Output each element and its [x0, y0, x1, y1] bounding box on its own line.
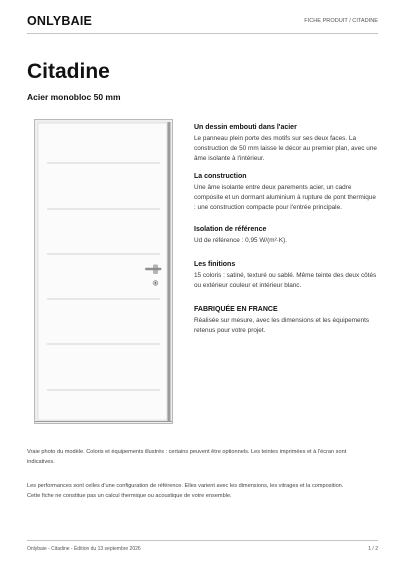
door-photo-container — [34, 119, 173, 424]
section-text — [194, 271, 378, 291]
note-line: Vraie photo du modèle. Coloris et équipements illustrés : certains peuvent être optionnels. Les teintes imprimées et à l'écran sont — [27, 449, 347, 455]
door-photo — [34, 119, 173, 424]
section-text — [194, 183, 378, 213]
section-design — [194, 124, 378, 164]
section-heading: Isolation de référence — [194, 226, 267, 233]
section-text-line: 15 coloris : satiné, texturé ou sablé. Même teinte des deux côtés — [194, 272, 377, 279]
door-jamb — [168, 122, 171, 421]
section-heading: FABRIQUÉE EN FRANCE — [194, 306, 278, 313]
section-heading: Un dessin embouti dans l'acier — [194, 124, 297, 131]
section-heading: La construction — [194, 173, 247, 180]
section-text-line: Le panneau plein porte des motifs sur ses deux faces. La — [194, 135, 356, 142]
product-subtitle: Acier monobloc 50 mm — [27, 92, 121, 102]
section-text-line: : une construction compacte pour l'entrée principale. — [194, 204, 342, 211]
section-text-line: retenus pour votre projet. — [194, 327, 266, 334]
section-text-line: Une âme isolante entre deux parements acier, un cadre — [194, 184, 352, 191]
section-text-line: composite et un dormant aluminium à rupture de pont thermique — [194, 194, 376, 201]
section-text-line: construction de 50 mm laisse le décor au premier plan, avec une — [194, 145, 377, 152]
section-made-in-france — [194, 306, 378, 336]
section-text — [194, 316, 378, 336]
section-insulation — [194, 226, 378, 246]
footer-divider — [27, 540, 378, 541]
footer-edition: Onlybaie - Citadine - Édition du 13 septembre 2026 — [27, 546, 141, 552]
section-text — [194, 134, 378, 164]
note-line: indicatives. — [27, 458, 55, 465]
photo-disclaimer-note — [27, 448, 378, 468]
document-type-label: FICHE PRODUIT / CITADINE — [304, 18, 378, 24]
page-number: 1 / 2 — [368, 546, 378, 552]
section-heading: Les finitions — [194, 261, 236, 268]
product-title: Citadine — [27, 60, 110, 83]
header-divider — [27, 33, 378, 34]
note-line: Les performances sont celles d'une configuration de référence. Elles varient avec les dimensions, les vitrages et la composition. — [27, 483, 344, 489]
section-finishes — [194, 261, 378, 291]
section-text-line: Ud de référence : 0,95 W/(m²·K). — [194, 237, 288, 244]
door-leaf — [38, 123, 167, 420]
section-text-line: Réalisée sur mesure, avec les dimensions et les équipements — [194, 317, 370, 324]
brand-name: ONLYBAIE — [27, 14, 93, 28]
note-line: Cette fiche ne constitue pas un calcul thermique ou acoustique de votre ensemble. — [27, 492, 232, 499]
section-text-line: ou extérieur couleur et intérieur blanc. — [194, 282, 302, 289]
lock-cylinder — [153, 281, 158, 286]
section-text — [194, 236, 378, 246]
performance-disclaimer-note — [27, 482, 378, 502]
section-construction — [194, 173, 378, 213]
section-text-line: âme isolante à l'intérieur. — [194, 155, 265, 162]
